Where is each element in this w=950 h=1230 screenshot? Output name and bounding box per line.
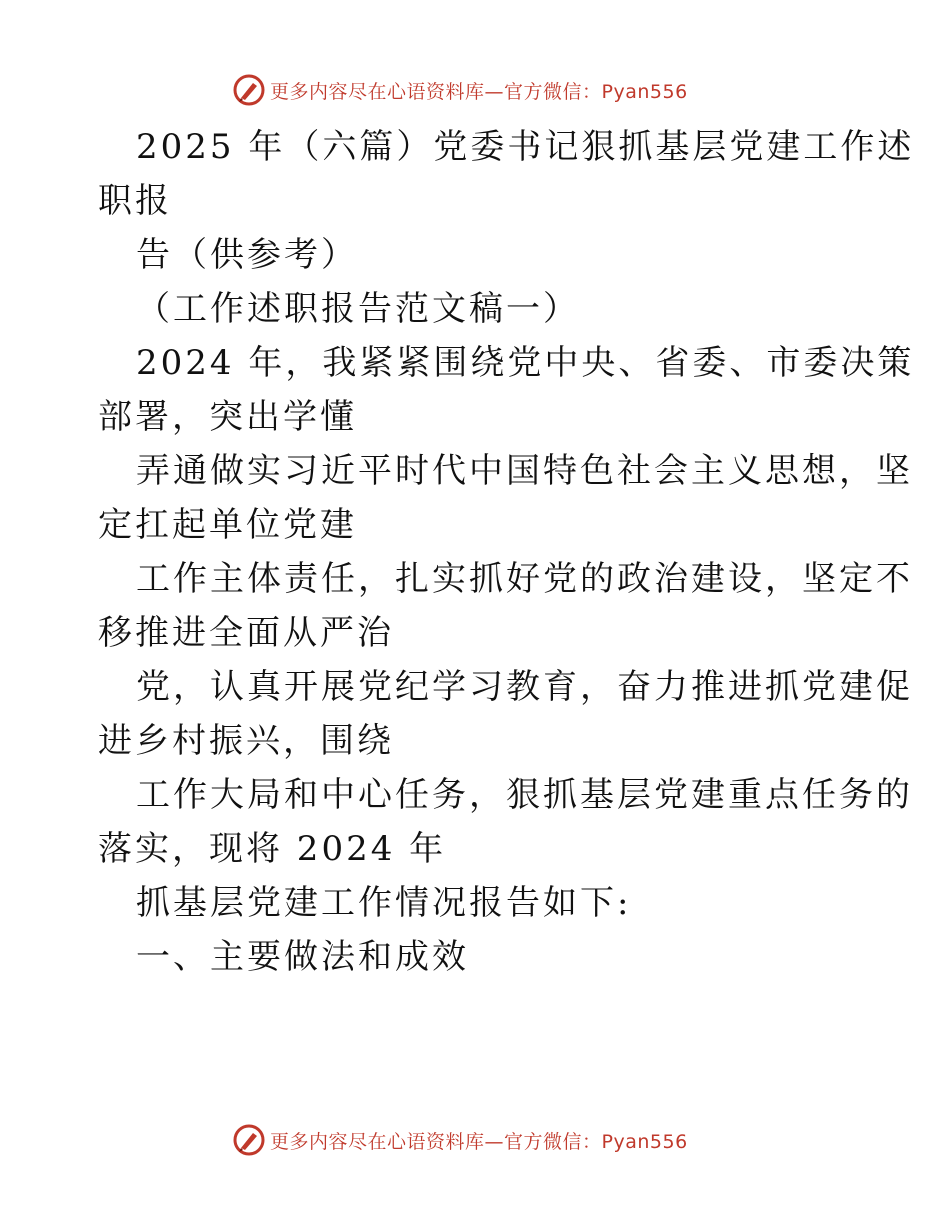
title-line-2: 职报 [98, 181, 172, 221]
header-watermark [232, 72, 752, 108]
watermark-text: 更多内容尽在心语资料库—官方微信：Pyan556 [270, 80, 688, 103]
document-body [98, 120, 915, 984]
title-line-1: 2025 年（六篇）党委书记狠抓基层党建工作述 [136, 127, 915, 167]
pen-logo-icon [232, 73, 266, 107]
section-heading: 一、主要做法和成效 [136, 937, 469, 977]
paragraph-line: 进乡村振兴，围绕 [98, 721, 394, 761]
subtitle: （工作述职报告范文稿一） [136, 289, 580, 329]
paragraph-line: 2024 年，我紧紧围绕党中央、省委、市委决策 [136, 343, 915, 383]
paragraph-line: 工作大局和中心任务，狠抓基层党建重点任务的 [136, 775, 913, 815]
pen-logo-icon [232, 1123, 266, 1157]
paragraph-line: 弄通做实习近平时代中国特色社会主义思想，坚 [136, 451, 913, 491]
watermark-text: 更多内容尽在心语资料库—官方微信：Pyan556 [270, 1130, 688, 1153]
paragraph-line: 抓基层党建工作情况报告如下: [136, 883, 632, 923]
title-line-3: 告（供参考） [136, 235, 358, 275]
paragraph-line: 定扛起单位党建 [98, 505, 357, 545]
paragraph-line: 落实，现将 2024 年 [98, 829, 447, 869]
paragraph-line: 部署，突出学懂 [98, 397, 357, 437]
paragraph-line: 党，认真开展党纪学习教育，奋力推进抓党建促 [136, 667, 913, 707]
paragraph-line: 工作主体责任，扎实抓好党的政治建设，坚定不 [136, 559, 913, 599]
paragraph-line: 移推进全面从严治 [98, 613, 394, 653]
footer-watermark [232, 1122, 752, 1158]
